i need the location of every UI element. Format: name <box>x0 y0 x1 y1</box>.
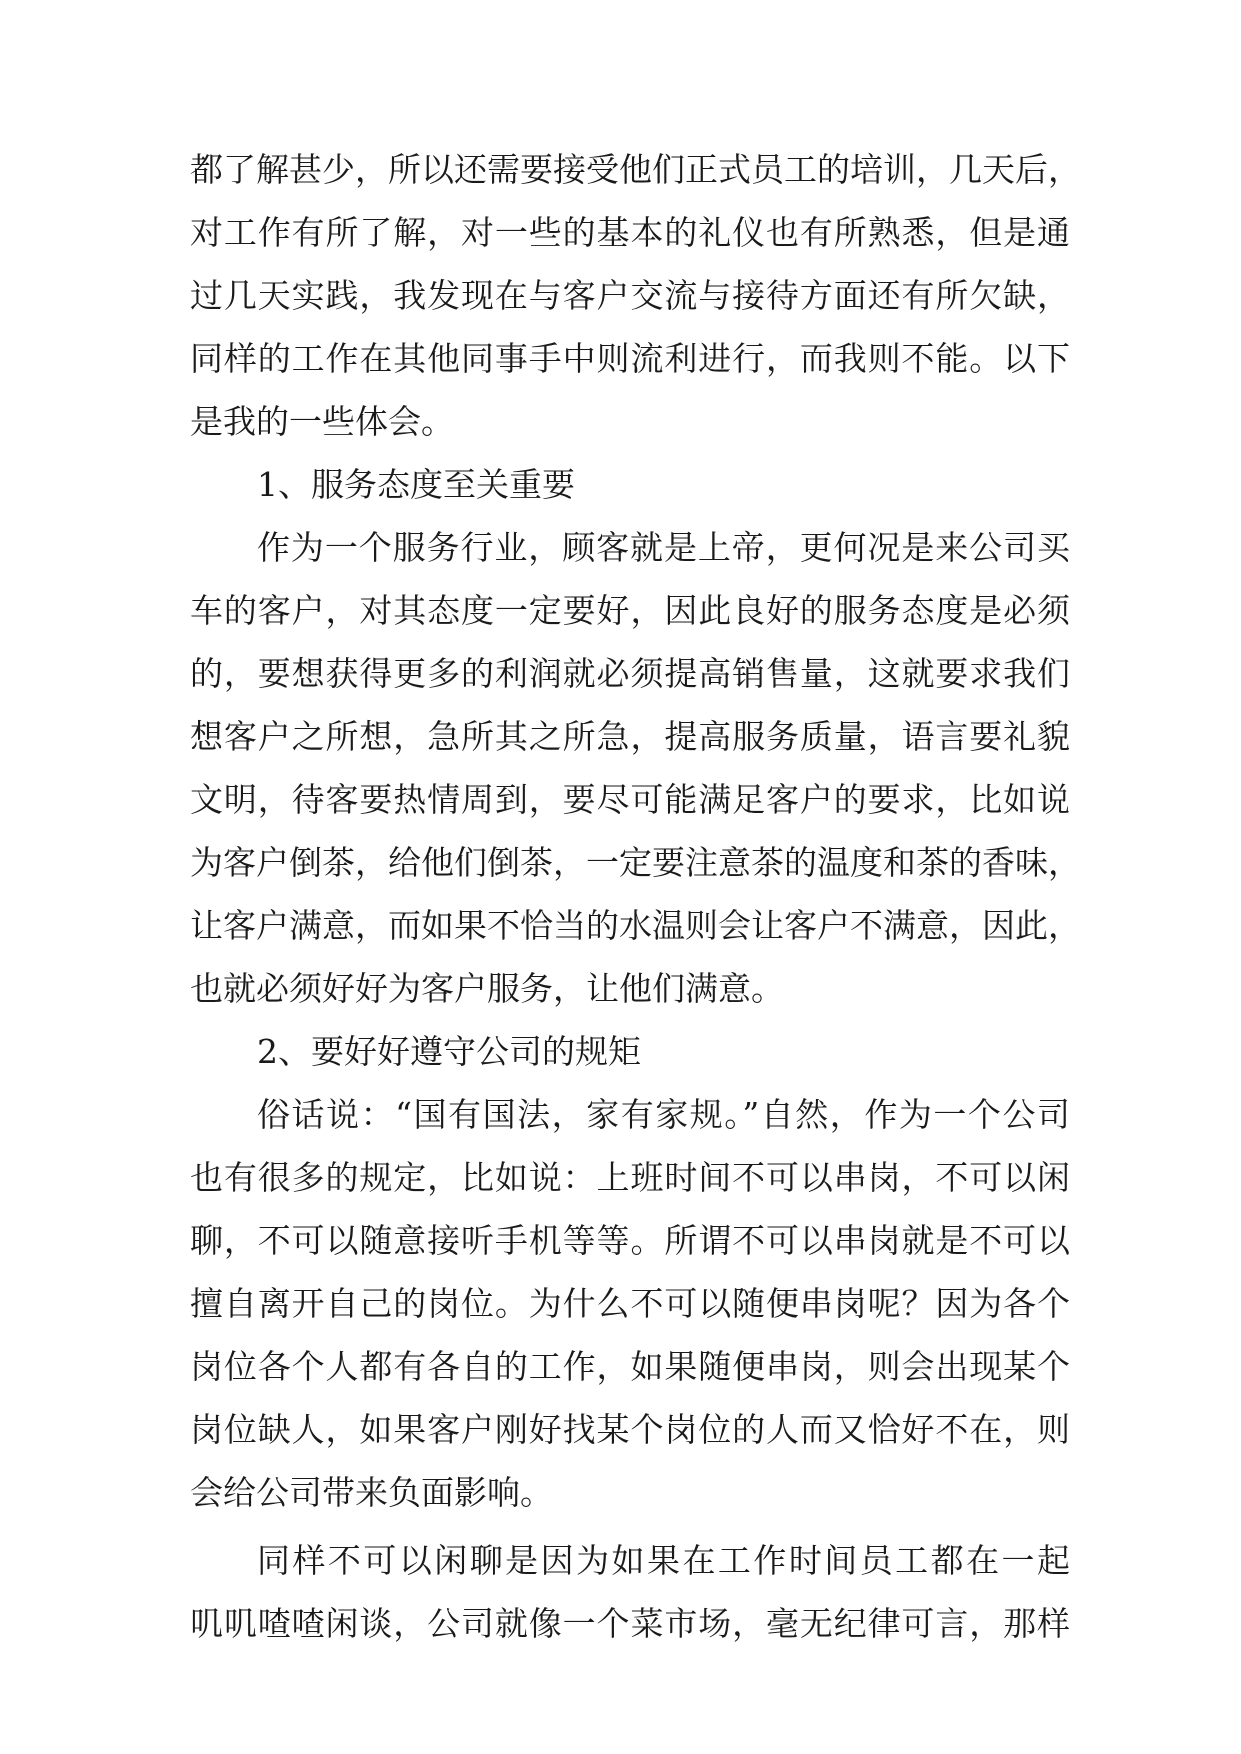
text-line: 想客户之所想，急所其之所急，提高服务质量，语言要礼貌 <box>190 717 1070 756</box>
text-line: 会给公司带来负面影响。 <box>190 1473 553 1512</box>
text-line: 让客户满意，而如果不恰当的水温则会让客户不满意，因此， <box>190 906 1081 945</box>
text-line: 过几天实践，我发现在与客户交流与接待方面还有所欠缺， <box>190 276 1070 315</box>
text-line: 岗位缺人，如果客户刚好找某个岗位的人而又恰好不在，则 <box>190 1410 1070 1449</box>
text-line: 作为一个服务行业，顾客就是上帝，更何况是来公司买 <box>257 528 1070 567</box>
text-line: 对工作有所了解，对一些的基本的礼仪也有所熟悉，但是通 <box>190 213 1070 252</box>
text-line: 擅自离开自己的岗位。为什么不可以随便串岗呢？因为各个 <box>190 1284 1070 1323</box>
text-line: 俗话说：“国有国法，家有家规。”自然，作为一个公司 <box>257 1095 1070 1134</box>
text-line: 为客户倒茶，给他们倒茶，一定要注意茶的温度和茶的香味， <box>190 843 1081 882</box>
text-line: 也有很多的规定，比如说：上班时间不可以串岗，不可以闲 <box>190 1158 1070 1197</box>
text-line: 都了解甚少，所以还需要接受他们正式员工的培训，几天后， <box>190 150 1081 189</box>
text-line: 岗位各个人都有各自的工作，如果随便串岗，则会出现某个 <box>190 1347 1070 1386</box>
text-line: 聊，不可以随意接听手机等等。所谓不可以串岗就是不可以 <box>190 1221 1070 1260</box>
text-line: 叽叽喳喳闲谈，公司就像一个菜市场，毫无纪律可言，那样 <box>190 1604 1070 1643</box>
text-line: 车的客户，对其态度一定要好，因此良好的服务态度是必须 <box>190 591 1070 630</box>
section-heading: 2、要好好遵守公司的规矩 <box>257 1032 641 1071</box>
text-line: 是我的一些体会。 <box>190 402 454 441</box>
text-line: 文明，待客要热情周到，要尽可能满足客户的要求，比如说 <box>190 780 1070 819</box>
section-heading: 1、服务态度至关重要 <box>257 465 575 504</box>
text-line: 同样不可以闲聊是因为如果在工作时间员工都在一起 <box>257 1541 1070 1580</box>
text-line: 同样的工作在其他同事手中则流利进行，而我则不能。以下 <box>190 339 1070 378</box>
text-line: 的，要想获得更多的利润就必须提高销售量，这就要求我们 <box>190 654 1070 693</box>
text-line: 也就必须好好为客户服务，让他们满意。 <box>190 969 784 1008</box>
